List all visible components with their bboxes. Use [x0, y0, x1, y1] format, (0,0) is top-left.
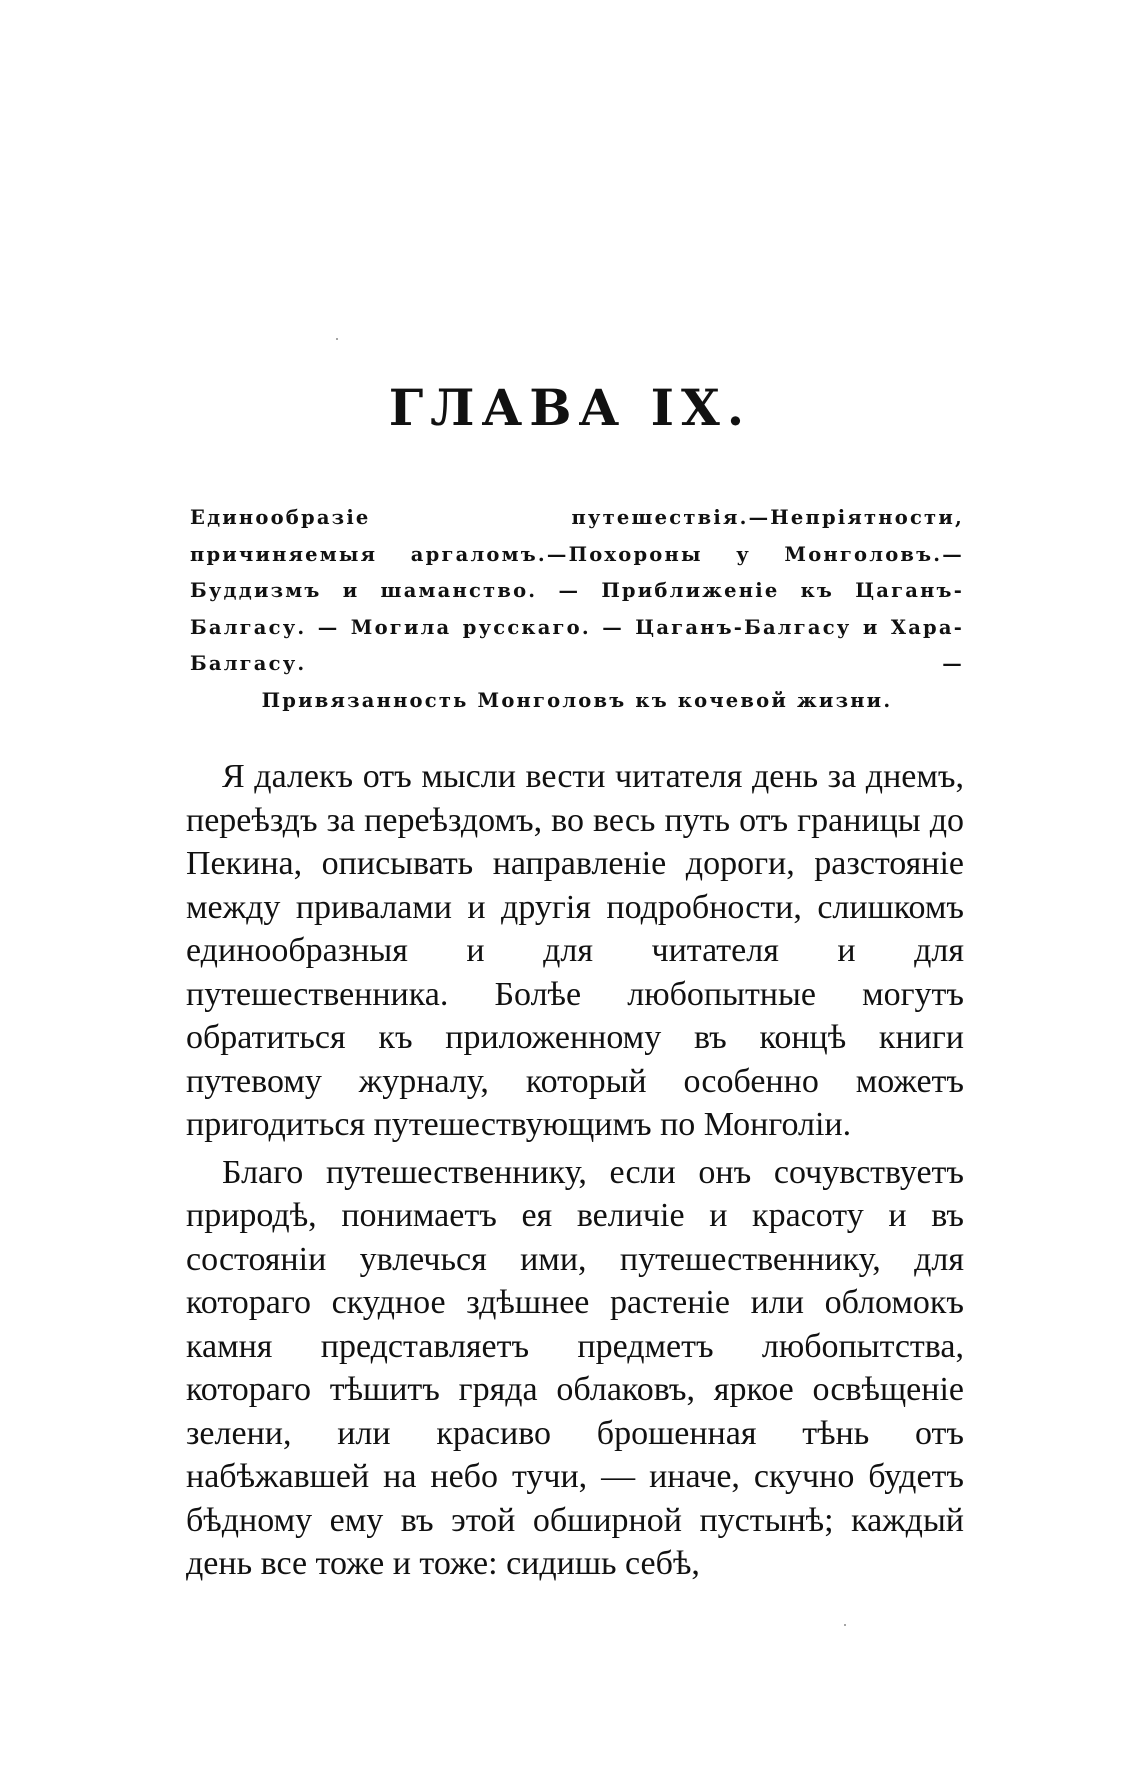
chapter-summary-last-line: Привязанность Монголовъ къ кочевой жизни. — [261, 688, 893, 712]
chapter-body — [186, 755, 964, 1590]
chapter-heading: ГЛАВА IX. — [388, 378, 752, 437]
chapter-summary — [190, 500, 964, 719]
print-speck — [336, 338, 338, 340]
chapter-summary-text: Единообразіе путешествія.—Непріятности, причиняемыя аргаломъ.—Похороны у Монголовъ.—Буддизмъ и шаманство. — Приближеніе къ Цаганъ-Балгасу. — Могила русскаго. — Цаганъ-Балгасу и Хара-Балгасу. — — [190, 506, 964, 675]
print-speck — [844, 1624, 846, 1626]
paragraph-2: Благо путешественнику, если онъ сочувствуетъ природѣ, понимаетъ ея величіе и красоту и въ состояніи увлечься ими, путешественнику, для котораго скудное здѣшнее растеніе или обломокъ камня представляетъ предметъ любопытства, котораго тѣшитъ гряда облаковъ, яркое освѣщеніе зелени, или красиво брошенная тѣнь отъ набѣжавшей на небо тучи, — иначе, скучно будетъ бѣдному ему въ этой обширной пустынѣ; каждый день все тоже и тоже: сидишь себѣ, — [186, 1153, 964, 1582]
paragraph-1: Я далекъ отъ мысли вести читателя день за днемъ, переѣздъ за переѣздомъ, во весь путь отъ границы до Пекина, описывать направленіе дороги, разстояніе между привалами и другія подробности, слишкомъ единообразныя и для читателя и для путешественника. Болѣе любопытные могутъ обратиться къ приложенному въ концѣ книги путевому журналу, который особенно можетъ пригодиться путешествующимъ по Монголіи. — [186, 758, 964, 1143]
